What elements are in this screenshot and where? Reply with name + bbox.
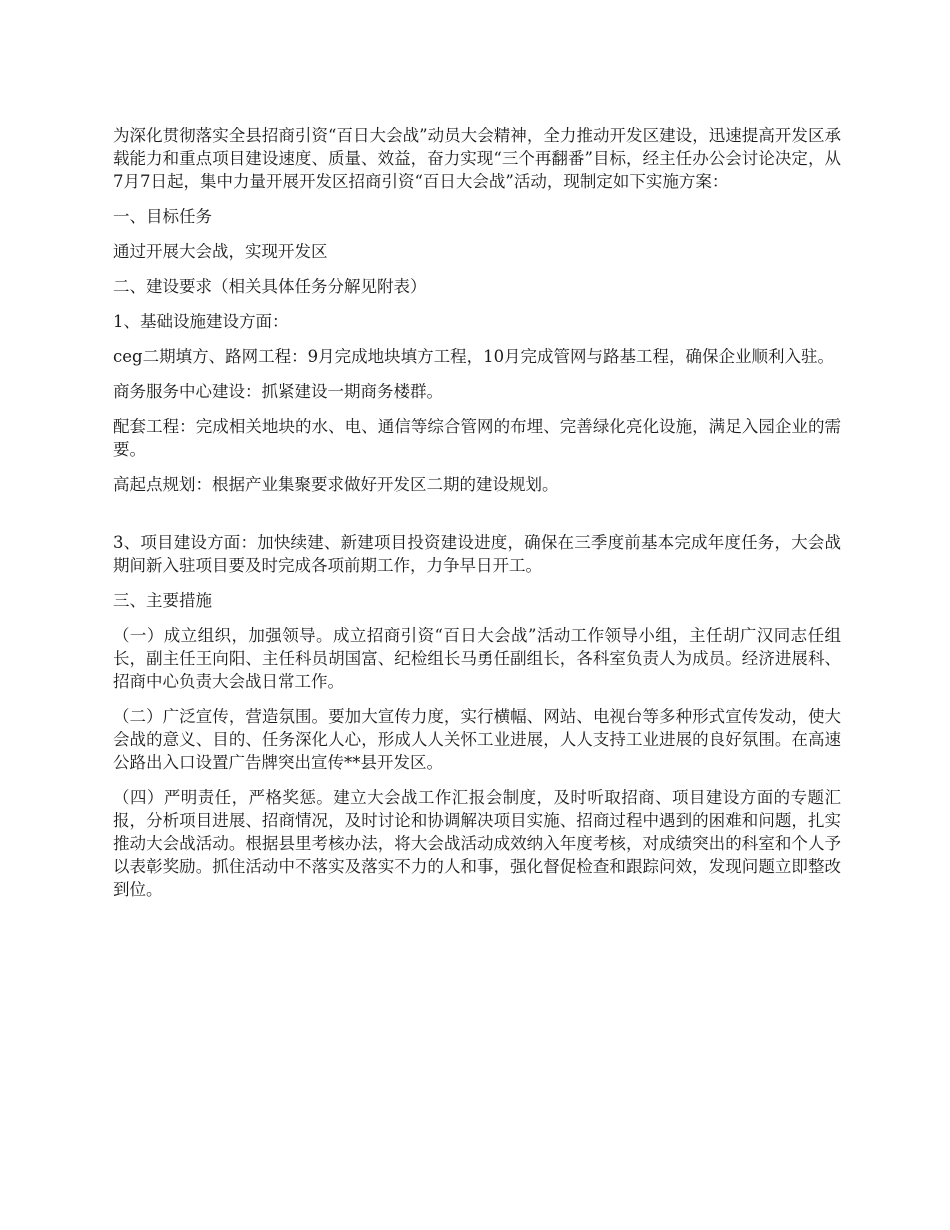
measure-paragraph-4: （四）严明责任，严格奖惩。建立大会战工作汇报会制度，及时听取招商、项目建设方面的专题汇报，分析项目进展、招商情况，及时讨论和协调解决项目实施、招商过程中遇到的困难和问题，扎实推动大会战活动。根据县里考核办法，将大会战活动成效纳入年度考核，对成绩突出的科室和个人予以表彰奖励。抓住活动中不落实及落实不力的人和事，强化督促检查和跟踪问效，发现问题立即整改到位。: [113, 788, 841, 899]
goals-paragraph: 通过开展大会战，实现开发区: [113, 242, 328, 261]
infrastructure-item-supporting: 配套工程：完成相关地块的水、电、通信等综合管网的布埋、完善绿化亮化设施，满足入园企业的需要。: [113, 417, 841, 459]
measure-paragraph-2: （二）广泛宣传，营造氛围。要加大宣传力度，实行横幅、网站、电视台等多种形式宣传发动，使大会战的意义、目的、任务深化人心，形成人人关怀工业进展，人人支持工业进展的良好氛围。在高速公路出入口设置广告牌突出宣传**县开发区。: [113, 707, 841, 772]
section-heading-goals: 一、目标任务: [113, 207, 212, 226]
document-body: [113, 124, 841, 913]
project-construction-paragraph: 3、项目建设方面：加快续建、新建项目投资建设进度，确保在三季度前基本完成年度任务，大会战期间新入驻项目要及时完成各项前期工作，力争早日开工。: [113, 533, 841, 575]
subheading-infrastructure: 1、基础设施建设方面：: [113, 312, 289, 331]
infrastructure-item-ceg: ceg二期填方、路网工程：9月完成地块填方工程，10月完成管网与路基工程，确保企业顺利入驻。: [113, 347, 835, 366]
intro-paragraph: 为深化贯彻落实全县招商引资“百日大会战”动员大会精神，全力推动开发区建设，迅速提高开发区承载能力和重点项目建设速度、质量、效益，奋力实现“三个再翻番”目标，经主任办公会讨论决定，从7月7日起，集中力量开展开发区招商引资“百日大会战”活动，现制定如下实施方案：: [113, 126, 841, 191]
infrastructure-item-planning: 高起点规划：根据产业集聚要求做好开发区二期的建设规划。: [113, 475, 559, 494]
section-heading-measures: 三、主要措施: [113, 591, 212, 610]
section-heading-requirements: 二、建设要求（相关具体任务分解见附表）: [113, 277, 427, 296]
infrastructure-item-business-center: 商务服务中心建设：抓紧建设一期商务楼群。: [113, 382, 443, 401]
measure-paragraph-1: （一）成立组织，加强领导。成立招商引资“百日大会战”活动工作领导小组，主任胡广汉同志任组长，副主任王向阳、主任科员胡国富、纪检组长马勇任副组长，各科室负责人为成员。经济进展科、招商中心负责大会战日常工作。: [113, 626, 841, 691]
